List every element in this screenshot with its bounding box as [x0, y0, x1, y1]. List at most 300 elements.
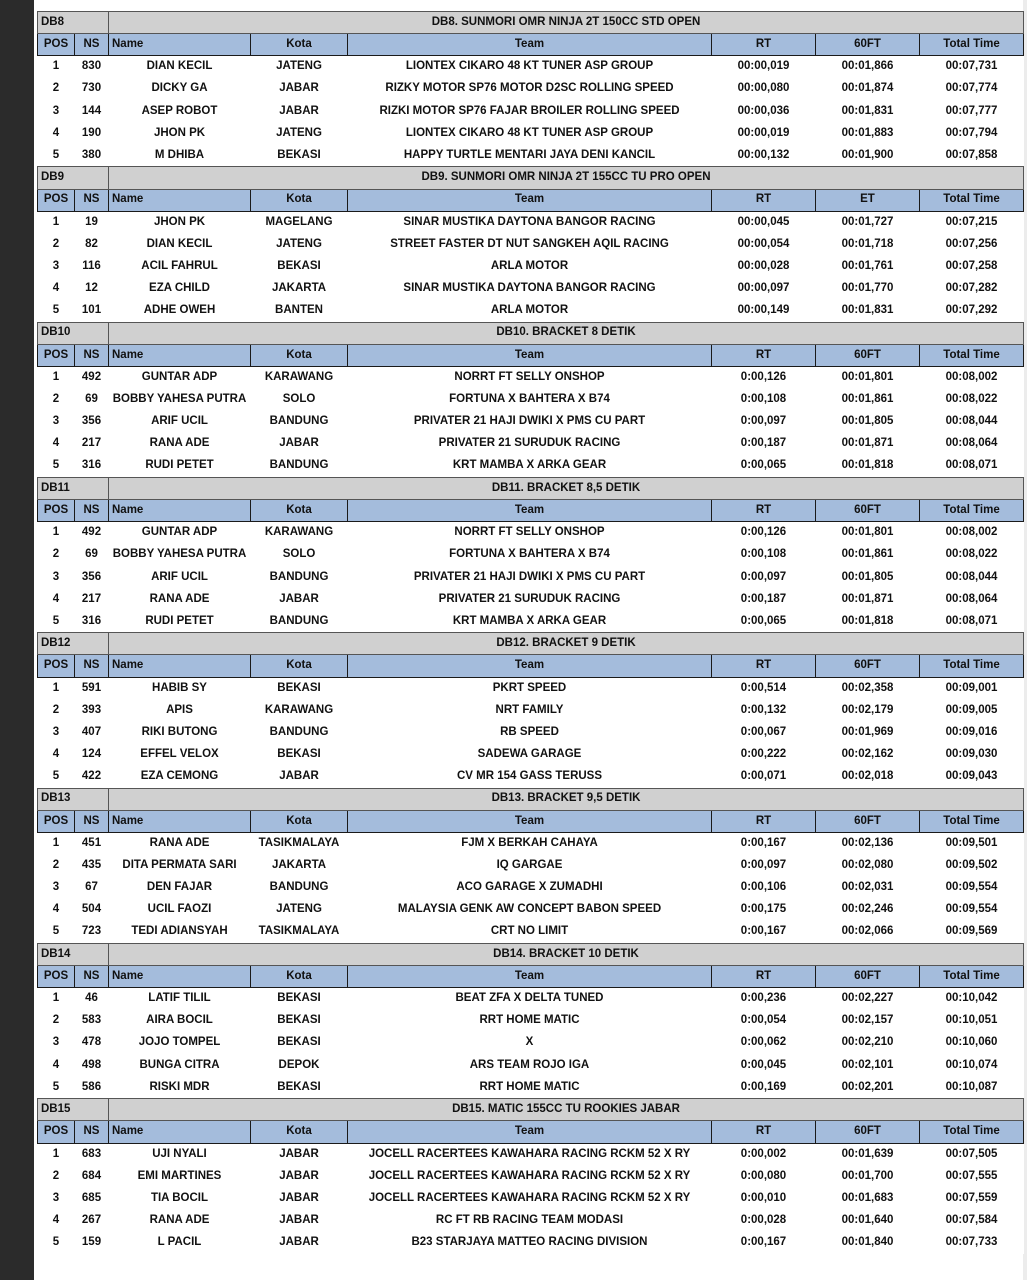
cell-total: 00:07,256: [920, 233, 1024, 255]
cell-rt: 0:00,222: [712, 744, 816, 766]
cell-ns: 144: [75, 100, 109, 122]
cell-ns: 478: [75, 1032, 109, 1054]
cell-rt: 0:00,167: [712, 1232, 816, 1254]
cell-kota: JABAR: [251, 1143, 348, 1165]
table-row: [38, 1054, 1024, 1076]
cell-total: 00:10,060: [920, 1032, 1024, 1054]
cell-pos: 5: [38, 766, 75, 788]
cell-kota: KARAWANG: [251, 699, 348, 721]
cell-team: B23 STARJAYA MATTEO RACING DIVISION: [348, 1232, 712, 1254]
cell-total: 00:08,071: [920, 611, 1024, 633]
column-header-pos: POS: [38, 34, 75, 56]
cell-total: 00:08,064: [920, 588, 1024, 610]
cell-total: 00:08,044: [920, 411, 1024, 433]
cell-rt: 0:00,126: [712, 522, 816, 544]
cell-rt: 0:00,067: [712, 722, 816, 744]
cell-kota: BEKASI: [251, 677, 348, 699]
cell-team: JOCELL RACERTEES KAWAHARA RACING RCKM 52 X RY: [348, 1143, 712, 1165]
column-header-kota: Kota: [251, 810, 348, 832]
column-header-total: Total Time: [920, 189, 1024, 211]
cell-sixtyft: 00:02,157: [816, 1010, 920, 1032]
cell-name: TIA BOCIL: [109, 1187, 251, 1209]
table-row: [38, 1032, 1024, 1054]
column-header-row: [38, 1121, 1024, 1143]
cell-name: TEDI ADIANSYAH: [109, 921, 251, 943]
cell-total: 00:07,733: [920, 1232, 1024, 1254]
column-header-team: Team: [348, 500, 712, 522]
section-code: DB8: [38, 12, 75, 34]
cell-kota: BANDUNG: [251, 411, 348, 433]
table-row: [38, 122, 1024, 144]
cell-rt: 00:00,132: [712, 145, 816, 167]
cell-total: 00:07,215: [920, 211, 1024, 233]
column-header-sixtyft: 60FT: [816, 1121, 920, 1143]
cell-pos: 4: [38, 899, 75, 921]
table-row: [38, 899, 1024, 921]
cell-name: RANA ADE: [109, 832, 251, 854]
cell-team: ARLA MOTOR: [348, 300, 712, 322]
table-row: [38, 877, 1024, 899]
cell-sixtyft: 00:01,801: [816, 522, 920, 544]
cell-total: 00:07,292: [920, 300, 1024, 322]
cell-ns: 683: [75, 1143, 109, 1165]
cell-name: UJI NYALI: [109, 1143, 251, 1165]
cell-pos: 3: [38, 100, 75, 122]
column-header-ns: NS: [75, 189, 109, 211]
table-row: [38, 1210, 1024, 1232]
cell-kota: BANDUNG: [251, 455, 348, 477]
cell-sixtyft: 00:01,861: [816, 544, 920, 566]
cell-sixtyft: 00:02,210: [816, 1032, 920, 1054]
cell-team: KRT MAMBA X ARKA GEAR: [348, 611, 712, 633]
cell-total: 00:10,042: [920, 988, 1024, 1010]
cell-name: DEN FAJAR: [109, 877, 251, 899]
column-header-pos: POS: [38, 189, 75, 211]
cell-pos: 5: [38, 1077, 75, 1099]
cell-pos: 5: [38, 300, 75, 322]
cell-team: PRIVATER 21 HAJI DWIKI X PMS CU PART: [348, 566, 712, 588]
column-header-total: Total Time: [920, 655, 1024, 677]
cell-ns: 407: [75, 722, 109, 744]
cell-team: PRIVATER 21 SURUDUK RACING: [348, 433, 712, 455]
column-header-name: Name: [109, 189, 251, 211]
column-header-sixtyft: ET: [816, 189, 920, 211]
cell-name: GUNTAR ADP: [109, 522, 251, 544]
cell-pos: 5: [38, 1232, 75, 1254]
cell-ns: 380: [75, 145, 109, 167]
section-title: DB10. BRACKET 8 DETIK: [109, 322, 1024, 344]
cell-team: CV MR 154 GASS TERUSS: [348, 766, 712, 788]
cell-pos: 1: [38, 1143, 75, 1165]
cell-name: RUDI PETET: [109, 611, 251, 633]
table-row: [38, 300, 1024, 322]
cell-ns: 101: [75, 300, 109, 322]
cell-team: FORTUNA X BAHTERA X B74: [348, 389, 712, 411]
column-header-sixtyft: 60FT: [816, 966, 920, 988]
cell-team: SINAR MUSTIKA DAYTONA BANGOR RACING: [348, 211, 712, 233]
cell-team: FORTUNA X BAHTERA X B74: [348, 544, 712, 566]
cell-total: 00:07,258: [920, 256, 1024, 278]
cell-name: BOBBY YAHESA PUTRA: [109, 389, 251, 411]
cell-name: RANA ADE: [109, 588, 251, 610]
cell-ns: 435: [75, 855, 109, 877]
cell-pos: 3: [38, 877, 75, 899]
cell-total: 00:08,002: [920, 522, 1024, 544]
table-row: [38, 211, 1024, 233]
cell-total: 00:07,559: [920, 1187, 1024, 1209]
column-header-row: [38, 966, 1024, 988]
table-row: [38, 722, 1024, 744]
cell-total: 00:07,794: [920, 122, 1024, 144]
cell-sixtyft: 00:02,246: [816, 899, 920, 921]
table-row: [38, 1010, 1024, 1032]
cell-kota: BEKASI: [251, 1032, 348, 1054]
cell-kota: JABAR: [251, 1187, 348, 1209]
cell-team: BEAT ZFA X DELTA TUNED: [348, 988, 712, 1010]
table-row: [38, 744, 1024, 766]
cell-kota: SOLO: [251, 389, 348, 411]
cell-kota: BANDUNG: [251, 877, 348, 899]
column-header-sixtyft: 60FT: [816, 34, 920, 56]
cell-pos: 1: [38, 522, 75, 544]
cell-rt: 0:00,106: [712, 877, 816, 899]
cell-kota: TASIKMALAYA: [251, 832, 348, 854]
column-header-name: Name: [109, 810, 251, 832]
column-header-kota: Kota: [251, 500, 348, 522]
cell-kota: BEKASI: [251, 1077, 348, 1099]
section-title: DB14. BRACKET 10 DETIK: [109, 943, 1024, 965]
cell-ns: 356: [75, 411, 109, 433]
column-header-team: Team: [348, 655, 712, 677]
section-code-spacer: [75, 322, 109, 344]
cell-kota: DEPOK: [251, 1054, 348, 1076]
column-header-name: Name: [109, 500, 251, 522]
cell-name: EFFEL VELOX: [109, 744, 251, 766]
column-header-sixtyft: 60FT: [816, 810, 920, 832]
cell-team: NORRT FT SELLY ONSHOP: [348, 522, 712, 544]
cell-ns: 583: [75, 1010, 109, 1032]
cell-kota: BEKASI: [251, 988, 348, 1010]
cell-rt: 0:00,187: [712, 588, 816, 610]
cell-pos: 1: [38, 367, 75, 389]
section-code: DB14: [38, 943, 75, 965]
cell-ns: 116: [75, 256, 109, 278]
cell-sixtyft: 00:02,080: [816, 855, 920, 877]
cell-rt: 0:00,002: [712, 1143, 816, 1165]
cell-total: 00:10,051: [920, 1010, 1024, 1032]
cell-total: 00:07,282: [920, 278, 1024, 300]
section-title: DB13. BRACKET 9,5 DETIK: [109, 788, 1024, 810]
column-header-team: Team: [348, 34, 712, 56]
table-row: [38, 1143, 1024, 1165]
cell-total: 00:09,043: [920, 766, 1024, 788]
table-row: [38, 611, 1024, 633]
cell-pos: 5: [38, 921, 75, 943]
cell-sixtyft: 00:02,179: [816, 699, 920, 721]
cell-total: 00:07,858: [920, 145, 1024, 167]
section-title-row: [38, 788, 1024, 810]
cell-sixtyft: 00:01,640: [816, 1210, 920, 1232]
cell-name: ARIF UCIL: [109, 566, 251, 588]
column-header-ns: NS: [75, 344, 109, 366]
column-header-pos: POS: [38, 810, 75, 832]
cell-name: RANA ADE: [109, 1210, 251, 1232]
cell-kota: JABAR: [251, 1232, 348, 1254]
cell-kota: JABAR: [251, 78, 348, 100]
cell-name: APIS: [109, 699, 251, 721]
cell-kota: JABAR: [251, 1210, 348, 1232]
cell-sixtyft: 00:01,818: [816, 455, 920, 477]
column-header-kota: Kota: [251, 189, 348, 211]
cell-ns: 124: [75, 744, 109, 766]
cell-team: MALAYSIA GENK AW CONCEPT BABON SPEED: [348, 899, 712, 921]
table-row: [38, 78, 1024, 100]
cell-total: 00:09,001: [920, 677, 1024, 699]
section-title-row: [38, 943, 1024, 965]
cell-name: EZA CHILD: [109, 278, 251, 300]
cell-pos: 5: [38, 145, 75, 167]
table-row: [38, 100, 1024, 122]
table-row: [38, 1232, 1024, 1254]
cell-pos: 3: [38, 722, 75, 744]
cell-ns: 69: [75, 544, 109, 566]
column-header-name: Name: [109, 344, 251, 366]
cell-ns: 267: [75, 1210, 109, 1232]
cell-name: RIKI BUTONG: [109, 722, 251, 744]
cell-rt: 0:00,065: [712, 455, 816, 477]
cell-name: ASEP ROBOT: [109, 100, 251, 122]
cell-team: JOCELL RACERTEES KAWAHARA RACING RCKM 52 X RY: [348, 1187, 712, 1209]
cell-sixtyft: 00:01,718: [816, 233, 920, 255]
cell-rt: 0:00,126: [712, 367, 816, 389]
cell-team: ACO GARAGE X ZUMADHI: [348, 877, 712, 899]
cell-sixtyft: 00:02,162: [816, 744, 920, 766]
cell-rt: 0:00,062: [712, 1032, 816, 1054]
cell-name: HABIB SY: [109, 677, 251, 699]
cell-rt: 00:00,097: [712, 278, 816, 300]
cell-pos: 5: [38, 611, 75, 633]
table-row: [38, 566, 1024, 588]
cell-ns: 451: [75, 832, 109, 854]
cell-total: 00:08,002: [920, 367, 1024, 389]
cell-pos: 4: [38, 122, 75, 144]
column-header-row: [38, 34, 1024, 56]
cell-kota: BANDUNG: [251, 611, 348, 633]
cell-team: RC FT RB RACING TEAM MODASI: [348, 1210, 712, 1232]
cell-sixtyft: 00:01,700: [816, 1165, 920, 1187]
column-header-row: [38, 344, 1024, 366]
section-title: DB9. SUNMORI OMR NINJA 2T 155CC TU PRO OPEN: [109, 167, 1024, 189]
column-header-rt: RT: [712, 1121, 816, 1143]
table-row: [38, 367, 1024, 389]
column-header-row: [38, 655, 1024, 677]
table-row: [38, 1165, 1024, 1187]
cell-sixtyft: 00:02,101: [816, 1054, 920, 1076]
cell-name: UCIL FAOZI: [109, 899, 251, 921]
cell-name: AIRA BOCIL: [109, 1010, 251, 1032]
cell-ns: 504: [75, 899, 109, 921]
column-header-ns: NS: [75, 500, 109, 522]
cell-pos: 1: [38, 988, 75, 1010]
cell-name: DITA PERMATA SARI: [109, 855, 251, 877]
cell-ns: 159: [75, 1232, 109, 1254]
column-header-ns: NS: [75, 1121, 109, 1143]
cell-pos: 3: [38, 256, 75, 278]
section-title: DB12. BRACKET 9 DETIK: [109, 633, 1024, 655]
column-header-rt: RT: [712, 500, 816, 522]
section-title-row: [38, 477, 1024, 499]
cell-sixtyft: 00:01,871: [816, 433, 920, 455]
cell-rt: 0:00,514: [712, 677, 816, 699]
cell-team: KRT MAMBA X ARKA GEAR: [348, 455, 712, 477]
cell-team: RIZKI MOTOR SP76 FAJAR BROILER ROLLING SPEED: [348, 100, 712, 122]
column-header-ns: NS: [75, 966, 109, 988]
section-code: DB10: [38, 322, 75, 344]
cell-ns: 67: [75, 877, 109, 899]
cell-team: HAPPY TURTLE MENTARI JAYA DENI KANCIL: [348, 145, 712, 167]
section-title: DB8. SUNMORI OMR NINJA 2T 150CC STD OPEN: [109, 12, 1024, 34]
cell-ns: 316: [75, 455, 109, 477]
cell-team: SINAR MUSTIKA DAYTONA BANGOR RACING: [348, 278, 712, 300]
cell-team: STREET FASTER DT NUT SANGKEH AQIL RACING: [348, 233, 712, 255]
cell-kota: KARAWANG: [251, 367, 348, 389]
table-row: [38, 278, 1024, 300]
cell-total: 00:09,030: [920, 744, 1024, 766]
table-row: [38, 455, 1024, 477]
cell-sixtyft: 00:01,969: [816, 722, 920, 744]
section-code-spacer: [75, 633, 109, 655]
cell-team: ARS TEAM ROJO IGA: [348, 1054, 712, 1076]
cell-ns: 591: [75, 677, 109, 699]
cell-ns: 422: [75, 766, 109, 788]
column-header-team: Team: [348, 189, 712, 211]
cell-total: 00:09,502: [920, 855, 1024, 877]
column-header-total: Total Time: [920, 500, 1024, 522]
cell-sixtyft: 00:01,770: [816, 278, 920, 300]
cell-total: 00:08,071: [920, 455, 1024, 477]
table-row: [38, 544, 1024, 566]
table-row: [38, 1077, 1024, 1099]
cell-sixtyft: 00:01,805: [816, 411, 920, 433]
cell-kota: BEKASI: [251, 145, 348, 167]
table-row: [38, 699, 1024, 721]
cell-team: NRT FAMILY: [348, 699, 712, 721]
section-code: DB11: [38, 477, 75, 499]
cell-rt: 0:00,236: [712, 988, 816, 1010]
cell-total: 00:07,505: [920, 1143, 1024, 1165]
cell-kota: BEKASI: [251, 1010, 348, 1032]
cell-team: ARLA MOTOR: [348, 256, 712, 278]
cell-rt: 0:00,167: [712, 832, 816, 854]
cell-team: LIONTEX CIKARO 48 KT TUNER ASP GROUP: [348, 122, 712, 144]
cell-rt: 00:00,019: [712, 56, 816, 78]
column-header-total: Total Time: [920, 1121, 1024, 1143]
cell-kota: MAGELANG: [251, 211, 348, 233]
cell-ns: 393: [75, 699, 109, 721]
column-header-name: Name: [109, 34, 251, 56]
table-row: [38, 256, 1024, 278]
cell-rt: 00:00,149: [712, 300, 816, 322]
cell-ns: 723: [75, 921, 109, 943]
results-document: [37, 11, 1023, 1254]
table-row: [38, 233, 1024, 255]
cell-name: DICKY GA: [109, 78, 251, 100]
column-header-row: [38, 189, 1024, 211]
cell-pos: 4: [38, 744, 75, 766]
column-header-pos: POS: [38, 344, 75, 366]
cell-rt: 0:00,071: [712, 766, 816, 788]
cell-name: GUNTAR ADP: [109, 367, 251, 389]
cell-name: EZA CEMONG: [109, 766, 251, 788]
table-row: [38, 832, 1024, 854]
cell-name: RANA ADE: [109, 433, 251, 455]
column-header-pos: POS: [38, 1121, 75, 1143]
column-header-kota: Kota: [251, 655, 348, 677]
cell-pos: 2: [38, 544, 75, 566]
cell-total: 00:09,016: [920, 722, 1024, 744]
cell-total: 00:09,501: [920, 832, 1024, 854]
cell-rt: 0:00,028: [712, 1210, 816, 1232]
cell-total: 00:08,022: [920, 544, 1024, 566]
section-code: DB13: [38, 788, 75, 810]
cell-ns: 19: [75, 211, 109, 233]
section-code-spacer: [75, 788, 109, 810]
section-title-row: [38, 322, 1024, 344]
cell-kota: JATENG: [251, 122, 348, 144]
cell-total: 00:08,044: [920, 566, 1024, 588]
cell-rt: 0:00,132: [712, 699, 816, 721]
cell-pos: 1: [38, 677, 75, 699]
cell-rt: 0:00,175: [712, 899, 816, 921]
cell-team: SADEWA GARAGE: [348, 744, 712, 766]
cell-kota: SOLO: [251, 544, 348, 566]
cell-kota: JATENG: [251, 233, 348, 255]
column-header-team: Team: [348, 810, 712, 832]
table-row: [38, 522, 1024, 544]
cell-team: RRT HOME MATIC: [348, 1077, 712, 1099]
cell-sixtyft: 00:01,761: [816, 256, 920, 278]
cell-name: JHON PK: [109, 211, 251, 233]
column-header-total: Total Time: [920, 966, 1024, 988]
cell-team: IQ GARGAE: [348, 855, 712, 877]
cell-rt: 00:00,028: [712, 256, 816, 278]
cell-sixtyft: 00:01,883: [816, 122, 920, 144]
cell-pos: 2: [38, 78, 75, 100]
section-code-spacer: [75, 477, 109, 499]
cell-ns: 730: [75, 78, 109, 100]
cell-kota: JATENG: [251, 899, 348, 921]
table-row: [38, 988, 1024, 1010]
section-title-row: [38, 633, 1024, 655]
cell-rt: 0:00,097: [712, 566, 816, 588]
cell-kota: JABAR: [251, 1165, 348, 1187]
cell-team: PKRT SPEED: [348, 677, 712, 699]
table-row: [38, 1187, 1024, 1209]
cell-total: 00:07,731: [920, 56, 1024, 78]
cell-ns: 46: [75, 988, 109, 1010]
cell-rt: 0:00,080: [712, 1165, 816, 1187]
column-header-total: Total Time: [920, 810, 1024, 832]
cell-sixtyft: 00:01,861: [816, 389, 920, 411]
column-header-pos: POS: [38, 655, 75, 677]
column-header-pos: POS: [38, 500, 75, 522]
cell-sixtyft: 00:01,801: [816, 367, 920, 389]
cell-kota: BEKASI: [251, 744, 348, 766]
cell-ns: 492: [75, 367, 109, 389]
cell-kota: JABAR: [251, 588, 348, 610]
cell-kota: JABAR: [251, 100, 348, 122]
column-header-name: Name: [109, 655, 251, 677]
